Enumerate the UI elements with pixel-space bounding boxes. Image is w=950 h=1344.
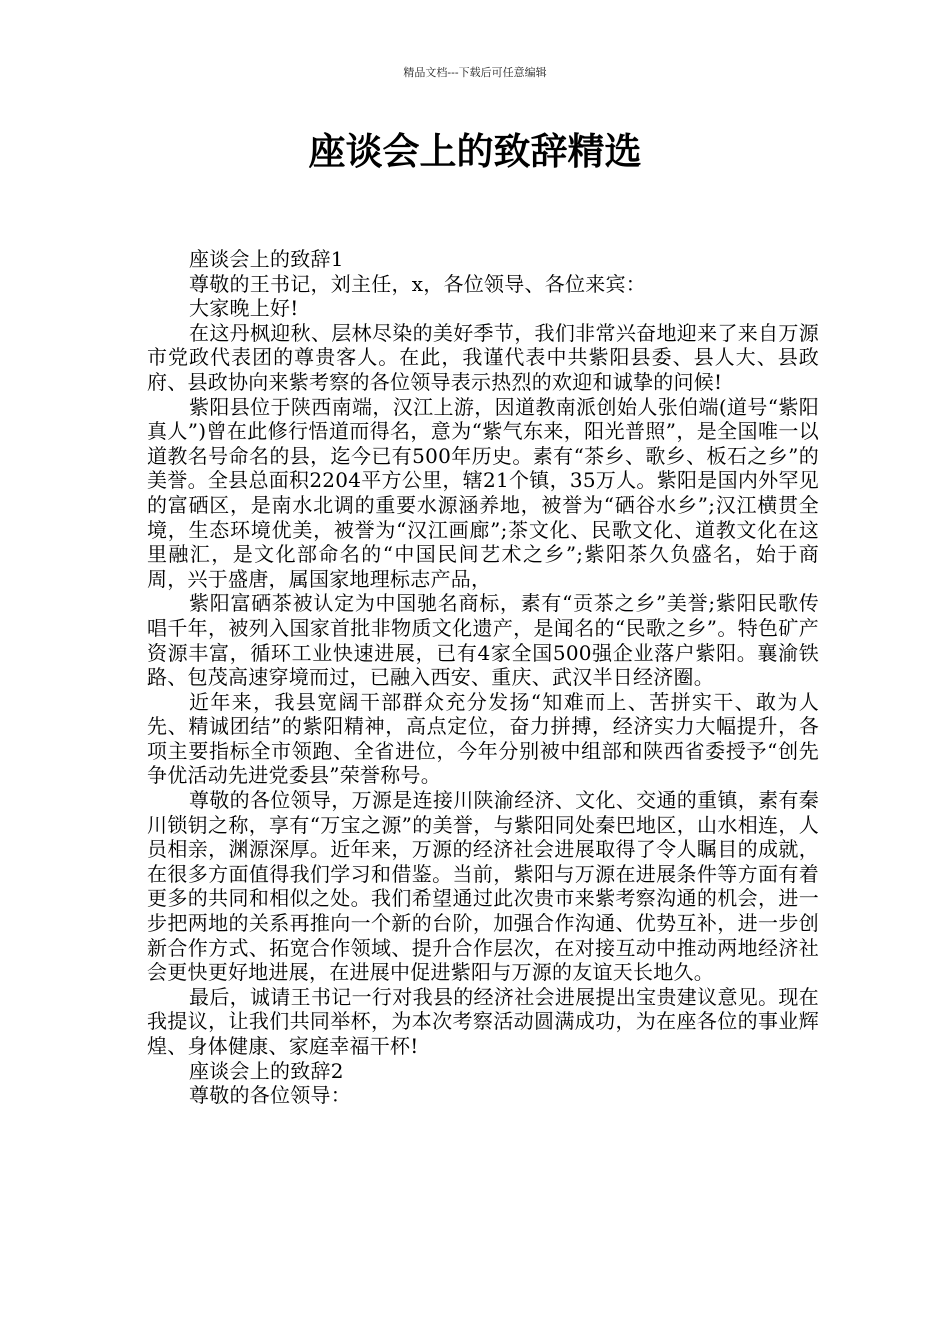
paragraph-tea-and-songs: 紫阳富硒茶被认定为中国驰名商标，素有“贡茶之乡”美誉;紫阳民歌传唱千年，被列入国家首批非物质文化遗产，是闻名的“民歌之乡”。特色矿产资源丰富，循环工业快速进展，已有4家全国500强企业落户紫阳。襄渝铁路、包茂高速穿境而过，已融入西安、重庆、武汉半日经济圈。 — [147, 591, 819, 690]
document-title: 座谈会上的致辞精选 — [308, 130, 642, 173]
paragraph-wanyuan: 尊敬的各位领导，万源是连接川陕渝经济、文化、交通的重镇，素有秦川锁钥之称，享有“万宝之源”的美誉，与紫阳同处秦巴地区，山水相连，人员相亲，渊源深厚。近年来，万源的经济社会进展取得了令人瞩目的成就，在很多方面值得我们学习和借鉴。当前，紫阳与万源在进展条件等方面有着更多的共同和相似之处。我们希望通过此次贵市来紫考察沟通的机会，进一步把两地的关系再推向一个新的台阶，加强合作沟通、优势互补，进一步创新合作方式、拓宽合作领域、提升合作层次，在对接互动中推动两地经济社会更快更好地进展，在进展中促进紫阳与万源的友谊天长地久。 — [147, 788, 819, 985]
paragraph-toast: 最后，诚请王书记一行对我县的经济社会进展提出宝贵建议意见。现在我提议，让我们共同举杯，为本次考察活动圆满成功，为在座各位的事业辉煌、身体健康、家庭幸福干杯! — [147, 984, 819, 1058]
paragraph-recent-years: 近年来，我县宽阔干部群众充分发扬“知难而上、苦拼实干、敢为人先、精诚团结”的紫阳精神，高点定位，奋力拼搏，经济实力大幅提升，各项主要指标全市领跑、全省进位，今年分别被中组部和陕西省委授予“创先争优活动先进党委县”荣誉称号。 — [147, 689, 819, 788]
document-body — [147, 247, 819, 1108]
paragraph-county-intro: 紫阳县位于陕西南端，汉江上游，因道教南派创始人张伯端(道号“紫阳真人”)曾在此修行悟道而得名，意为“紫气东来，阳光普照”，是全国唯一以道教名号命名的县，迄今已有500年历史。素有“茶乡、歌乡、板石之乡”的美誉。全县总面积2204平方公里，辖21个镇，35万人。紫阳是国内外罕见的富硒区，是南水北调的重要水源涵养地，被誉为“硒谷水乡”;汉江横贯全境，生态环境优美，被誉为“汉江画廊”;茶文化、民歌文化、道教文化在这里融汇，是文化部命名的“中国民间艺术之乡”;紫阳茶久负盛名，始于商周，兴于盛唐，属国家地理标志产品， — [147, 394, 819, 591]
paragraph-greeting: 大家晚上好! — [189, 296, 299, 321]
paragraph-salutation-2: 尊敬的各位领导： — [189, 1083, 351, 1108]
paragraph-section-heading-1: 座谈会上的致辞1 — [189, 247, 344, 271]
page-header-note: 精品文档---下载后可任意编辑 — [403, 66, 547, 79]
paragraph-welcome: 在这丹枫迎秋、层林尽染的美好季节，我们非常兴奋地迎来了来自万源市党政代表团的尊贵客人。在此，我谨代表中共紫阳县委、县人大、县政府、县政协向来紫考察的各位领导表示热烈的欢迎和诚挚的问候! — [147, 320, 819, 394]
paragraph-salutation: 尊敬的王书记，刘主任，x，各位领导、各位来宾： — [189, 271, 647, 296]
paragraph-section-heading-2: 座谈会上的致辞2 — [189, 1058, 344, 1083]
